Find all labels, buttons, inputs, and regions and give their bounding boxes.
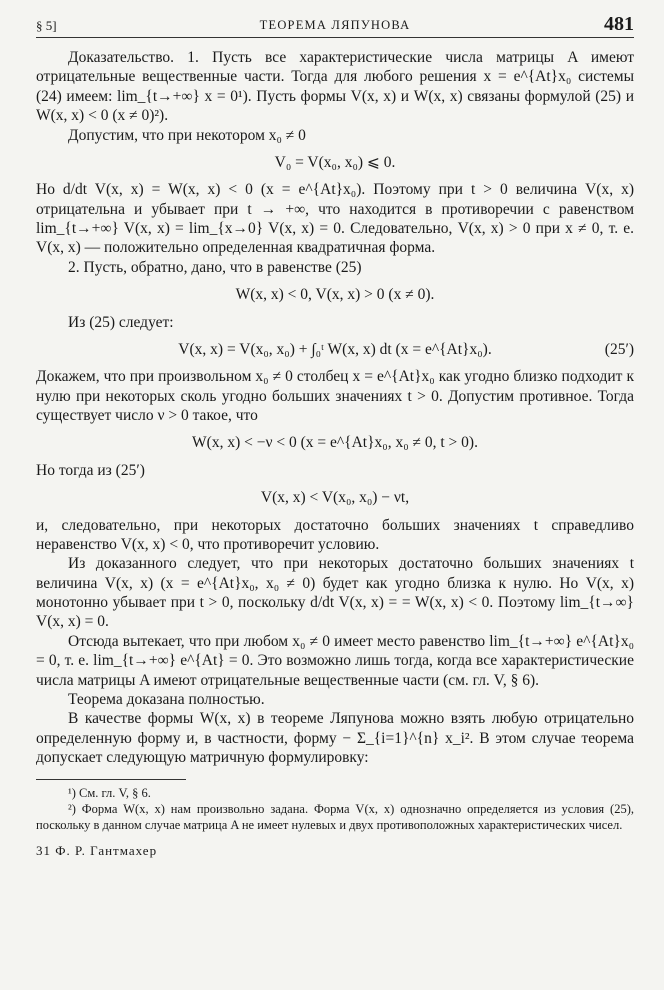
section-mark: § 5] <box>36 18 57 33</box>
page-number: 481 <box>604 13 634 35</box>
running-title: ТЕОРЕМА ЛЯПУНОВА <box>259 18 411 32</box>
paragraph-prove: Докажем, что при произвольном x₀ ≠ 0 столбец x = e^{At}x₀ как угодно близко подходит к нулю при некоторых сколь угодно больших значениях t > 0. Допустим противное. Тогда существует число ν > 0 такое, что <box>36 368 634 424</box>
header-rule <box>36 37 634 38</box>
equation-w-bound: W(x, x) < −ν < 0 (x = e^{At}x₀, x₀ ≠ 0, t > 0). <box>192 434 478 452</box>
equation-v-bound: V(x, x) < V(x₀, x₀) − νt, <box>260 489 410 507</box>
paragraph-contradiction: и, следовательно, при некоторых достаточно больших значениях t справедливо неравенство V(x, x) < 0, что противоречит условию. <box>36 516 634 553</box>
paragraph-assume: Допустим, что при некотором x₀ ≠ 0 <box>68 126 306 144</box>
equation-v0: V₀ = V(x₀, x₀) ⩽ 0. <box>274 153 396 171</box>
page-body <box>36 48 634 860</box>
signature-footer: 31 Ф. Р. Гантмахер <box>36 843 158 859</box>
equation-25-prime <box>36 340 634 359</box>
footnote-2: ²) Форма W(x, x) нам произвольно задана. Форма V(x, x) однозначно определяется из условия (25), поскольку в данном случае матрица A не имеет нулевых и двух противоположных характеристических чисел. <box>36 802 634 832</box>
footnote-1: ¹) См. гл. V, § 6. <box>68 786 151 801</box>
paragraph-derivative: Но d/dt V(x, x) = W(x, x) < 0 (x = e^{At}x₀). Поэтому при t > 0 величина V(x, x) отрицательна и убывает при t → +∞, что находится в противоречии с равенством lim_{t→+∞} V(x, x) = lim_{x→0} V(x, x) = 0. Следовательно, V(x, x) > 0 при x ≠ 0, т. е. V(x, x) — положительно определенная квадратичная форма. <box>36 181 634 257</box>
paragraph-proof-part-1: Доказательство. 1. Пусть все характеристические числа матрицы A имеют отрицательные вещественные части. Тогда для любого решения x = e^{At}x₀ системы (24) имеем: lim_{t→+∞} x = 0¹). Пусть формы V(x, x) и W(x, x) связаны формулой (25) и W(x, x) < 0 (x ≠ 0)²). <box>36 49 634 125</box>
paragraph-hence: Отсюда вытекает, что при любом x₀ ≠ 0 имеет место равенство lim_{t→+∞} e^{At}x₀ = 0, т. е. lim_{t→+∞} e^{At} = 0. Это возможно лишь тогда, когда все характеристические числа матрицы A имеют отрицательные вещественные части (см. гл. V, § 6). <box>36 632 634 689</box>
paragraph-follows: Из доказанного следует, что при некоторых достаточно больших значениях t величина V(x, x) (x = e^{At}x₀, x₀ ≠ 0) будет как угодно близка к нулю. Но V(x, x) монотонно убывает при t > 0, поскольку d/dt V(x, x) = = W(x, x) < 0. Поэтому lim_{t→∞} V(x, x) = 0. <box>36 555 634 631</box>
paragraph-theorem-proved: Теорема доказана полностью. <box>68 690 265 708</box>
equation-wv-signs: W(x, x) < 0, V(x, x) > 0 (x ≠ 0). <box>235 286 435 304</box>
running-header <box>36 14 634 36</box>
paragraph-from-25: Из (25) следует: <box>68 313 174 331</box>
paragraph-but-then: Но тогда из (25′) <box>36 461 145 479</box>
footnote-rule <box>36 779 186 780</box>
book-page <box>36 13 634 859</box>
equation-number: (25′) <box>604 340 634 358</box>
equation-25-prime-body: V(x, x) = V(x₀, x₀) + ∫₀ᵗ W(x, x) dt (x = e^{At}x₀). <box>178 340 492 358</box>
paragraph-choice-of-form: В качестве формы W(x, x) в теореме Ляпунова можно взять любую отрицательно определенную форму и, в частности, форму − Σ_{i=1}^{n} x_i². В этом случае теорема допускает следующую матричную формулировку: <box>36 710 634 766</box>
paragraph-proof-part-2: 2. Пусть, обратно, дано, что в равенстве (25) <box>68 258 362 276</box>
